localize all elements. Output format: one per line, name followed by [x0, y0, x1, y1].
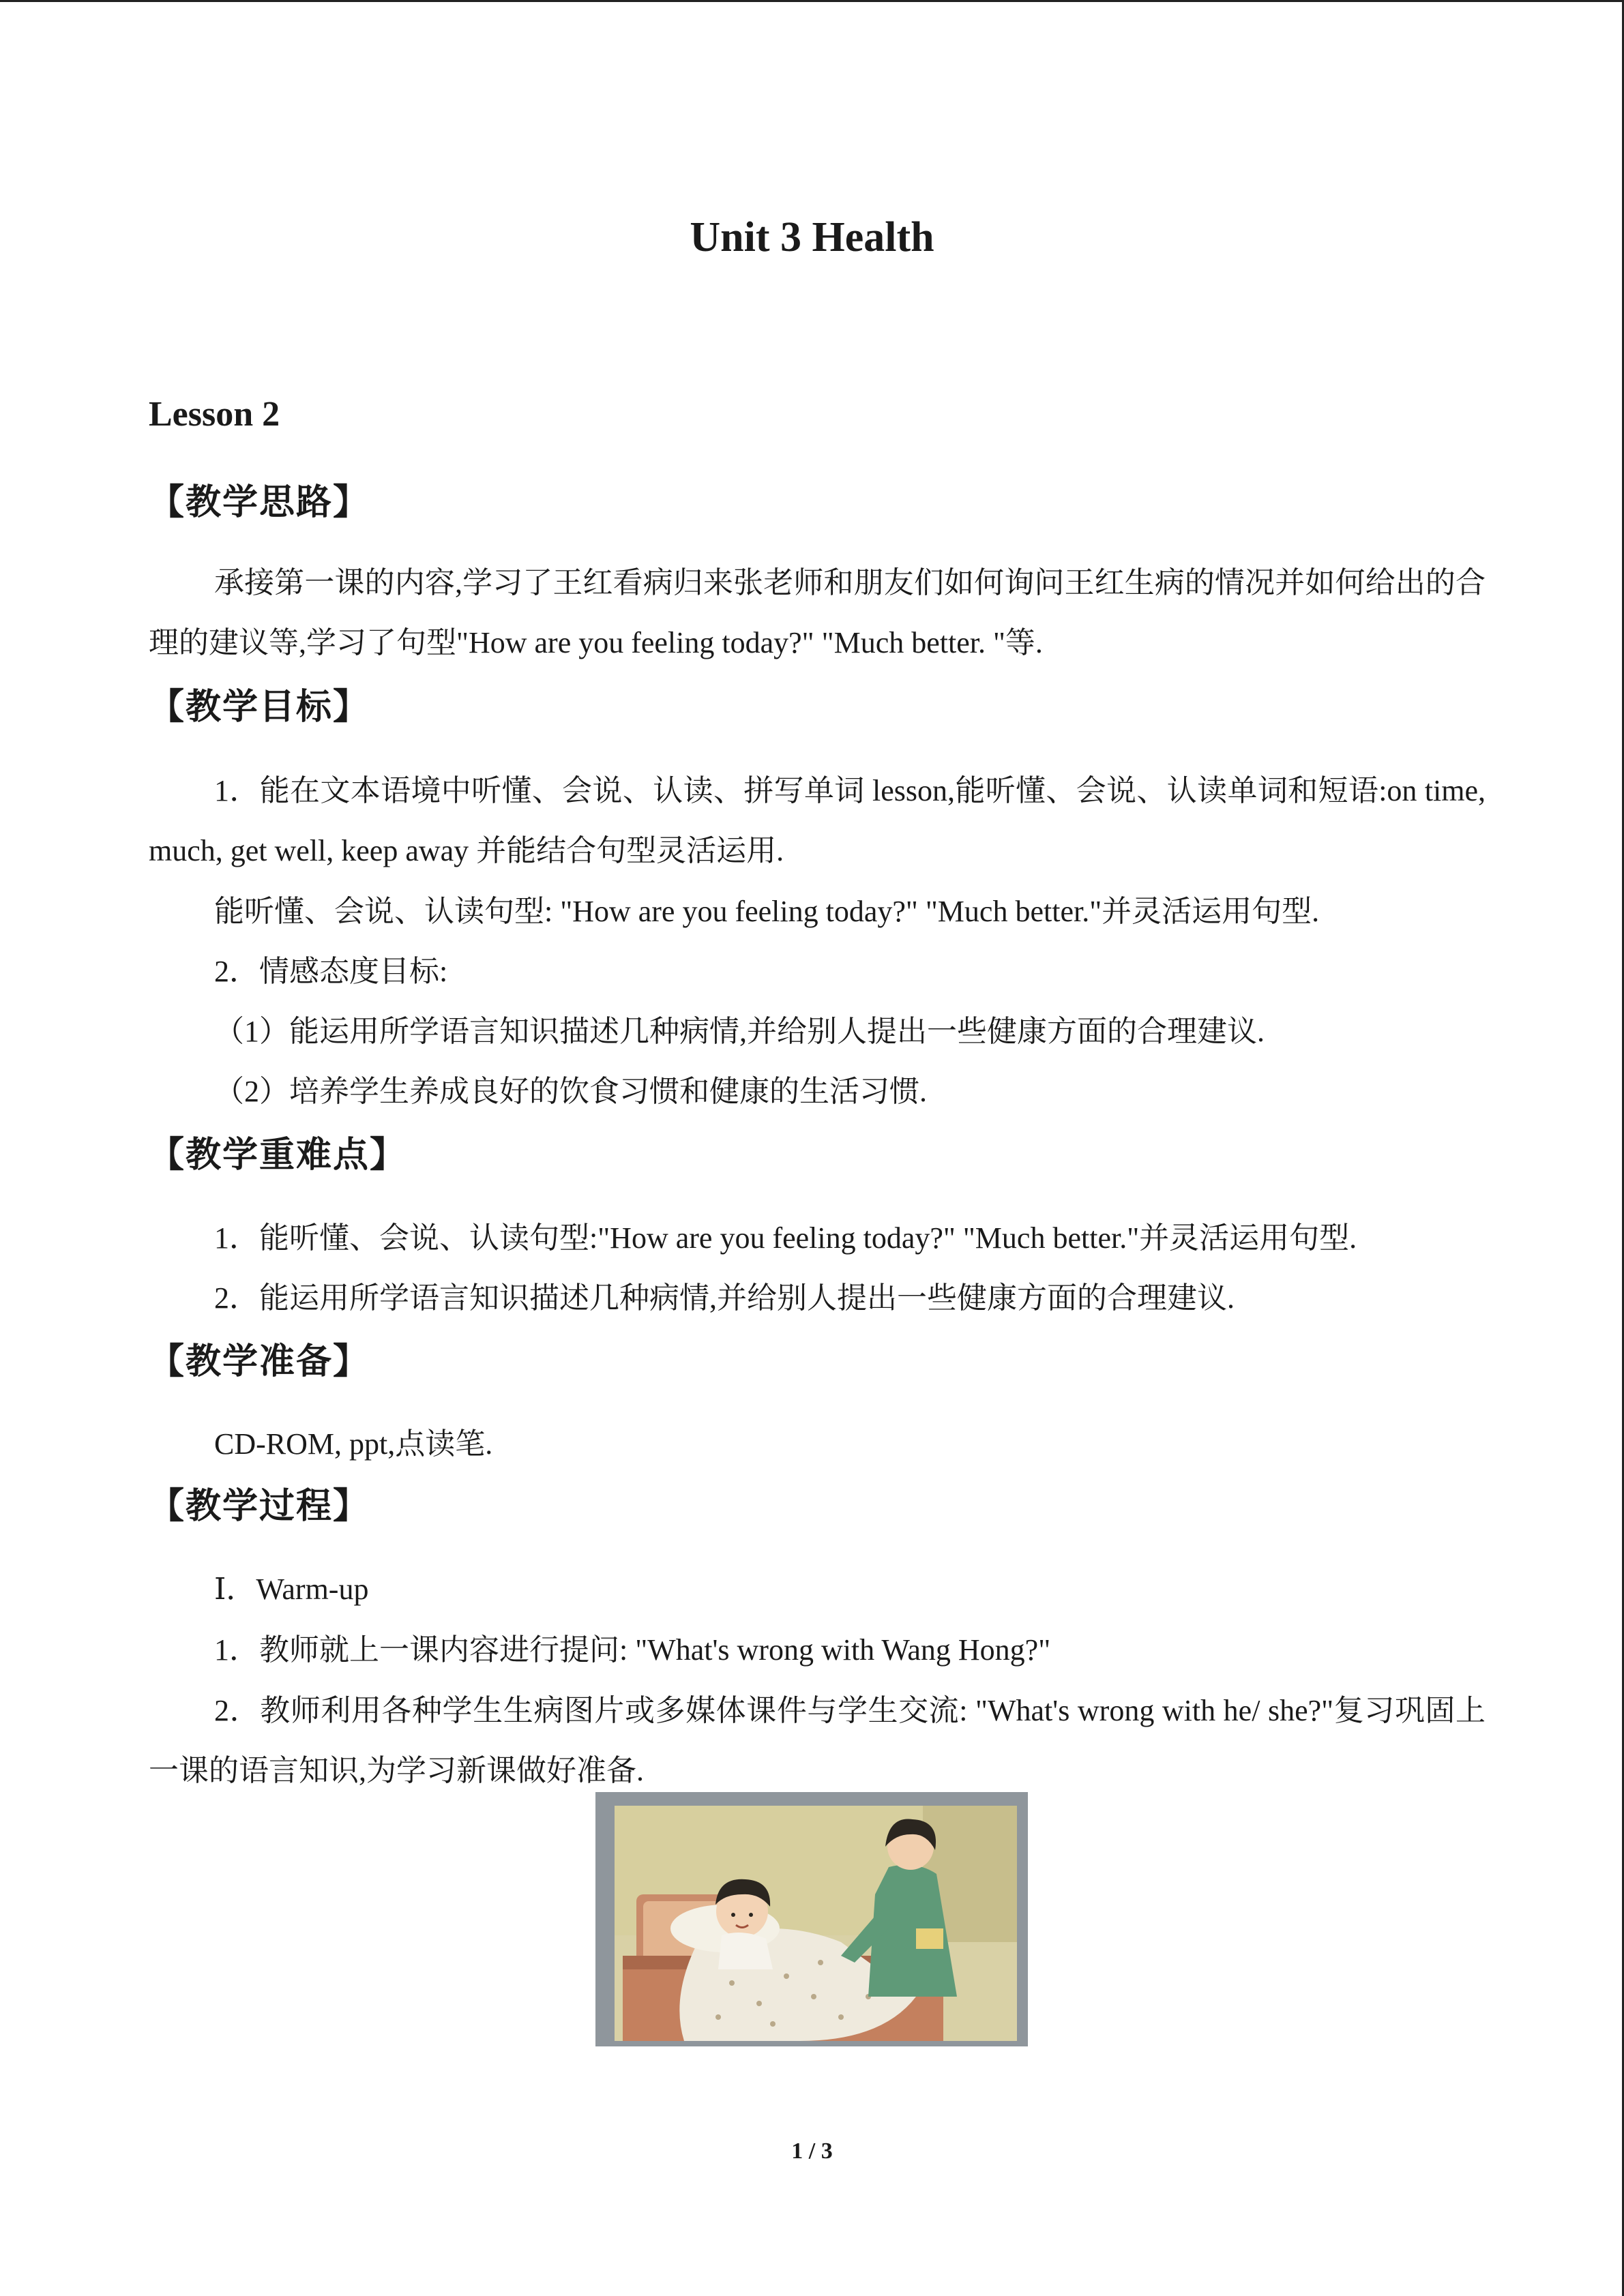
key-point-item-1: 1．能听懂、会说、认读句型:"How are you feeling today?" "Much better."并灵活运用句型.	[214, 1221, 1357, 1255]
process-step-warm-up: Ⅰ．Warm-up	[214, 1572, 369, 1606]
process-item-2: 2．教师利用各种学生生病图片或多媒体课件与学生交流: "What's wrong with he/ she?"复习巩固上一课的语言知识,为学习新课做好准备.	[149, 1694, 1486, 1787]
approach-paragraph: 承接第一课的内容,学习了王红看病归来张老师和朋友们如何询问王红生病的情况并如何给出的合理的建议等,学习了句型"How are you feeling today?" "Much better. "等.	[149, 566, 1486, 659]
section-heading-approach: 【教学思路】	[149, 483, 370, 522]
objective-item-1b: 能听懂、会说、认读句型: "How are you feeling today?" "Much better."并灵活运用句型.	[214, 895, 1320, 928]
document-title: Unit 3 Health	[690, 214, 934, 260]
section-heading-process: 【教学过程】	[149, 1487, 370, 1526]
lesson-label: Lesson 2	[149, 395, 280, 434]
preparation-text: CD-ROM, ppt,点读笔.	[214, 1427, 493, 1461]
objective-item-2a: （1）能运用所学语言知识描述几种病情,并给别人提出一些健康方面的合理建议.	[214, 1015, 1265, 1048]
key-point-item-2: 2．能运用所学语言知识描述几种病情,并给别人提出一些健康方面的合理建议.	[214, 1281, 1235, 1315]
section-heading-preparation: 【教学准备】	[149, 1343, 370, 1382]
page-number: 1 / 3	[791, 2138, 833, 2164]
objective-item-2b: （2）培养学生养成良好的饮食习惯和健康的生活习惯.	[214, 1075, 927, 1108]
objective-item-1: 1．能在文本语境中听懂、会说、认读、拼写单词 lesson,能听懂、会说、认读单词和短语:on time, much, get well, keep away 并能结合句型灵活运用.	[149, 774, 1486, 867]
process-item-1: 1．教师就上一课内容进行提问: "What's wrong with Wang Hong?"	[214, 1633, 1051, 1667]
section-heading-objectives: 【教学目标】	[149, 688, 370, 727]
section-heading-key-points: 【教学重难点】	[149, 1136, 407, 1175]
objective-item-2: 2．情感态度目标:	[214, 955, 448, 988]
illustration-sick-girl-in-bed	[595, 1792, 1028, 2046]
